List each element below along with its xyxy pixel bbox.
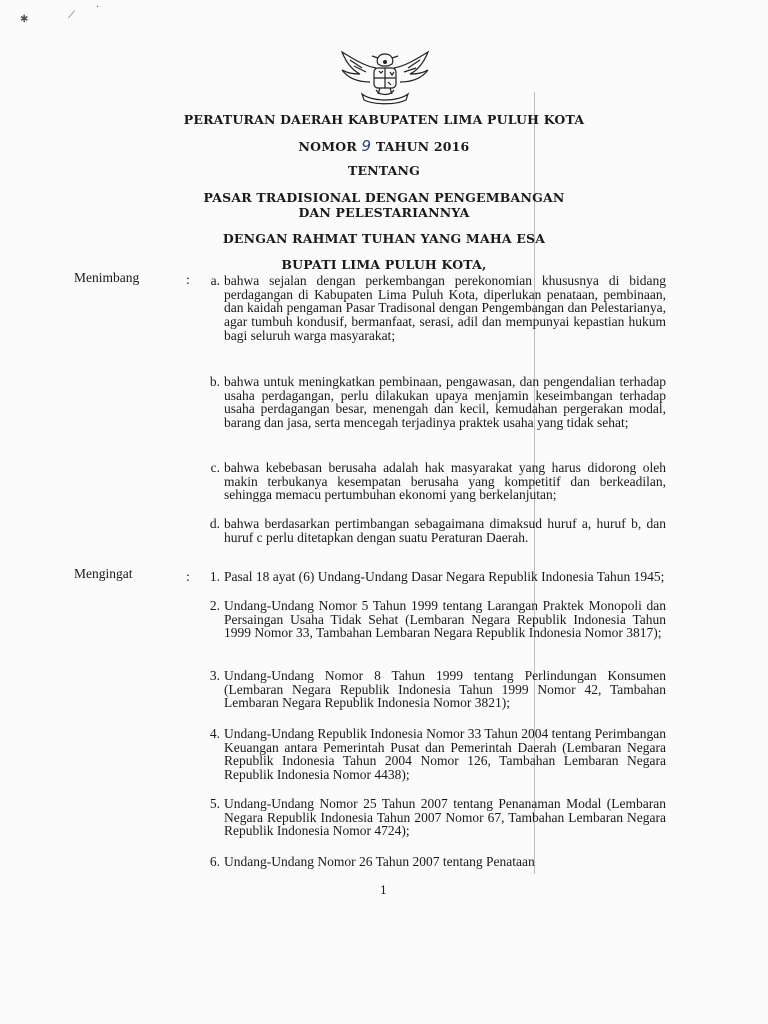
tahun-suffix: TAHUN 2016	[375, 139, 470, 154]
regulation-number-line	[150, 137, 618, 155]
tentang-heading: TENTANG	[347, 163, 421, 178]
item-text: Undang-Undang Nomor 8 Tahun 1999 tentang Perlindungan Konsumen (Lembaran Negara Republik Indonesia Tahun 1999 Nomor 42, Tambahan Lembaran Negara Republik Indonesia Nomor 3821);	[224, 668, 666, 711]
nomor-prefix: NOMOR	[298, 139, 357, 154]
item-text: bahwa untuk meningkatkan pembinaan, pengawasan, dan pengendalian terhadap usaha perdagangan, perlu dilakukan upaya menjamin keseimbangan terhadap usaha perdagangan besar, menengah dan kecil, kemudahan pergerakan modal, barang dan jasa, serta mencegah terjadinya praktek usaha yang tidak sehat;	[224, 374, 666, 431]
item-text: Undang-Undang Republik Indonesia Nomor 33 Tahun 2004 tentang Perimbangan Keuangan antara Pemerintah Pusat dan Pemerintah Daerah (Lembaran Negara Republik Indonesia Tahun 2004 Nomor 126, Tambahan Lembaran Negara Republik Indonesia Nomor 4438);	[224, 726, 666, 783]
item-marker: 3.	[209, 668, 220, 683]
item-text: Undang-Undang Nomor 26 Tahun 2007 tentang Penataan	[224, 854, 535, 869]
item-marker: 1.	[209, 569, 220, 584]
item-text: Undang-Undang Nomor 5 Tahun 1999 tentang Larangan Praktek Monopoli dan Persaingan Usaha Tidak Sehat (Lembaran Negara Republik Indonesia Tahun 1999 Nomor 33, Tambahan Lembaran Negara Republik Indonesia Nomor 3817);	[224, 598, 666, 641]
menimbang-colon: :	[186, 272, 190, 287]
scan-speck: ·	[96, 2, 100, 13]
mengingat-colon: :	[186, 569, 190, 584]
garuda-emblem-icon	[338, 44, 432, 106]
item-text: Pasal 18 ayat (6) Undang-Undang Dasar Negara Republik Indonesia Tahun 1945;	[224, 569, 665, 584]
item-text: Undang-Undang Nomor 25 Tahun 2007 tentang Penanaman Modal (Lembaran Negara Republik Indonesia Tahun 2007 Nomor 67, Tambahan Lembaran Negara Republik Indonesia Nomor 4724);	[224, 796, 666, 839]
item-marker: a.	[210, 273, 220, 288]
menimbang-label: Menimbang	[74, 270, 140, 285]
bupati-heading: BUPATI LIMA PULUH KOTA,	[281, 257, 487, 272]
item-marker: 5.	[209, 796, 220, 811]
item-marker: b.	[209, 374, 220, 389]
mengingat-label: Mengingat	[74, 566, 133, 581]
handwritten-number: 9	[361, 137, 372, 155]
rahmat-heading: DENGAN RAHMAT TUHAN YANG MAHA ESA	[222, 231, 546, 246]
item-text: bahwa kebebasan berusaha adalah hak masyarakat yang harus didorong oleh makin terbukanya kesempatan berusaha yang kompetitif dan berkeadilan, sehingga memacu pertumbuhan ekonomi yang berkelanjutan;	[224, 460, 666, 503]
scan-speck: ⟋	[68, 10, 75, 21]
page-number: 1	[380, 884, 387, 897]
item-marker: c.	[210, 460, 220, 475]
regulation-title: PERATURAN DAERAH KABUPATEN LIMA PULUH KOTA	[183, 112, 585, 127]
subject-line-2: DAN PELESTARIANNYA	[298, 205, 470, 220]
item-marker: 6.	[209, 854, 220, 869]
scan-speck: ✱	[20, 14, 29, 25]
subject-line-1: PASAR TRADISIONAL DENGAN PENGEMBANGAN	[203, 190, 565, 205]
item-marker: d.	[209, 516, 220, 531]
item-text: bahwa berdasarkan pertimbangan sebagaimana dimaksud huruf a, huruf b, dan huruf c perlu ditetapkan dengan suatu Peraturan Daerah.	[224, 516, 666, 545]
item-text: bahwa sejalan dengan perkembangan perekonomian khususnya di bidang perdagangan di Kabupaten Lima Puluh Kota, diperlukan penataan, pembinaan, dan kaidah pengaman Pasar Tradisonal dengan Pengembangan dan Pelestarianya, agar tumbuh kondusif, bermanfaat, serasi, adil dan mempunyai kepastian hukum bagi seluruh warga masyarakat;	[224, 273, 666, 343]
item-marker: 4.	[209, 726, 220, 741]
item-marker: 2.	[209, 598, 220, 613]
